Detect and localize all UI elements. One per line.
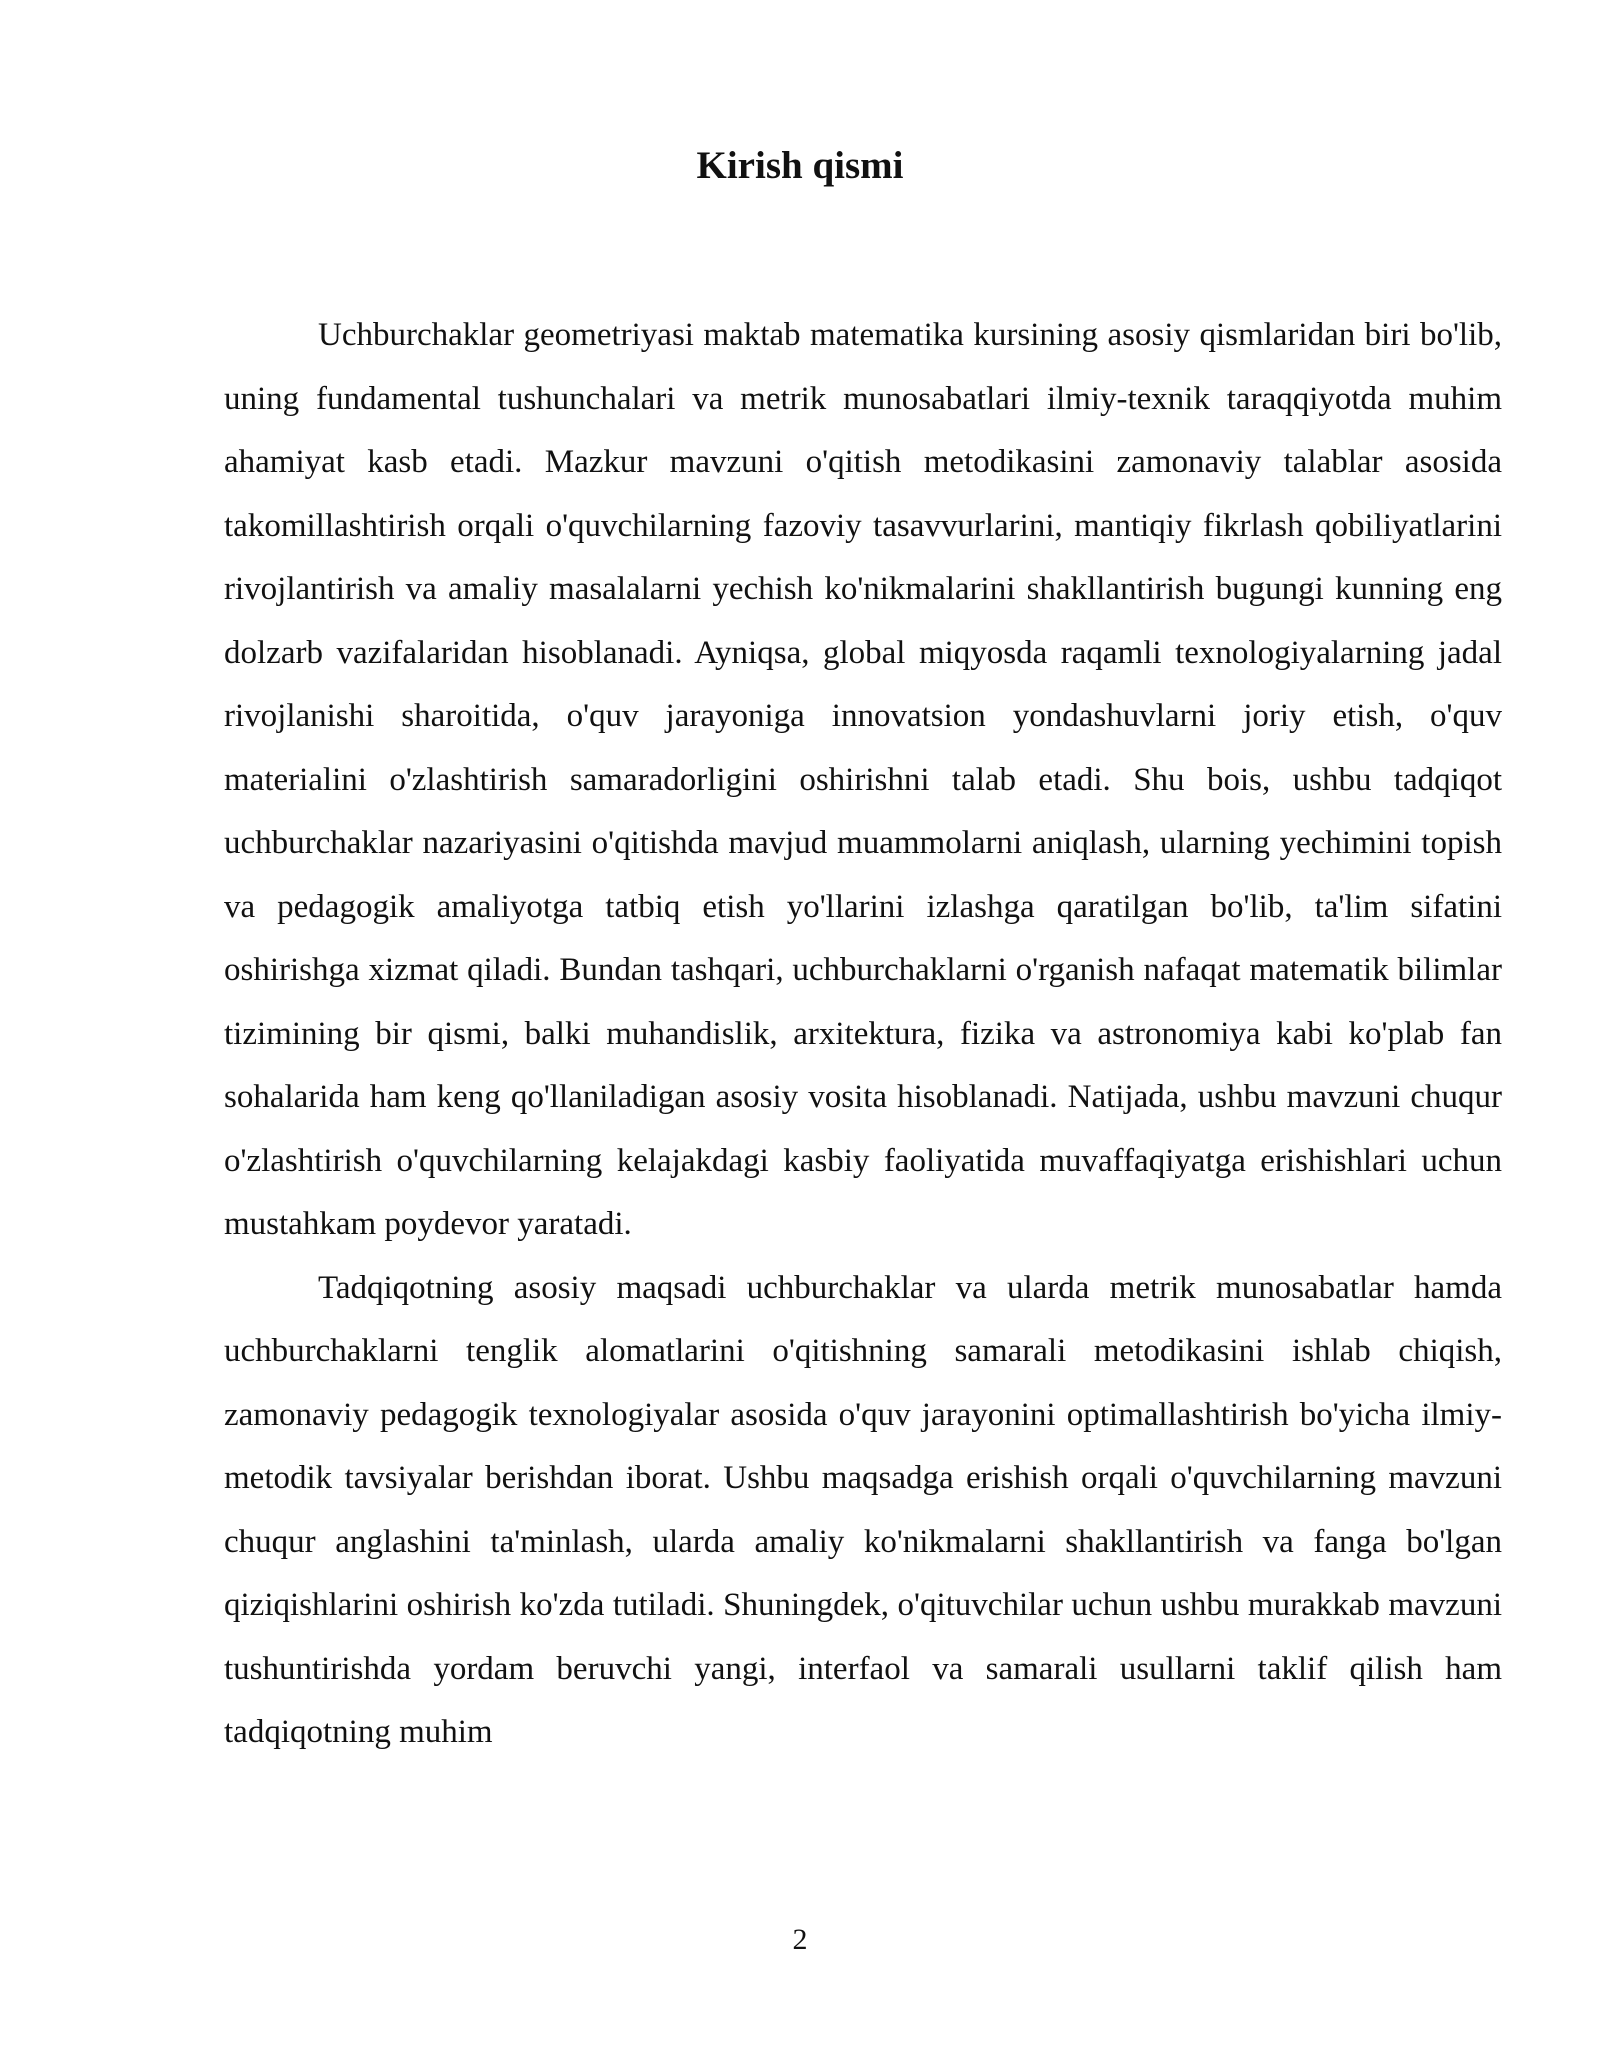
page-title: Kirish qismi bbox=[696, 144, 904, 187]
paragraph-2: Tadqiqotning asosiy maqsadi uchburchaklar va ularda metrik munosabatlar hamda uchburchaklarni tenglik alomatlarini o'qitishning samarali metodikasini ishlab chiqish, zamonaviy pedagogik texnologiyalar asosida o'quv jarayonini optimallashtirish bo'yicha ilmiy-metodik tavsiyalar berishdan iborat. Ushbu maqsadga erishish orqali o'quvchilarning mavzuni chuqur anglashini ta'minlash, ularda amaliy ko'nikmalarni shakllantirish va fanga bo'lgan qiziqishlarini oshirish ko'zda tutiladi. Shuningdek, o'qituvchilar uchun ushbu murakkab mavzuni tushuntirishda yordam beruvchi yangi, interfaol va samarali usullarni taklif qilish ham tadqiqotning muhim bbox=[224, 1269, 1502, 1750]
body-text bbox=[224, 304, 1502, 1765]
page-number: 2 bbox=[792, 1923, 808, 1956]
paragraph-1: Uchburchaklar geometriyasi maktab matematika kursining asosiy qismlaridan biri bo'lib, uning fundamental tushunchalari va metrik munosabatlari ilmiy-texnik taraqqiyotda muhim ahamiyat kasb etadi. Mazkur mavzuni o'qitish metodikasini zamonaviy talablar asosida takomillashtirish orqali o'quvchilarning fazoviy tasavvurlarini, mantiqiy fikrlash qobiliyatlarini rivojlantirish va amaliy masalalarni yechish ko'nikmalarini shakllantirish bugungi kunning eng dolzarb vazifalaridan hisoblanadi. Ayniqsa, global miqyosda raqamli texnologiyalarning jadal rivojlanishi sharoitida, o'quv jarayoniga innovatsion yondashuvlarni joriy etish, o'quv materialini o'zlashtirish samaradorligini oshirishni talab etadi. Shu bois, ushbu tadqiqot uchburchaklar nazariyasini o'qitishda mavjud muammolarni aniqlash, ularning yechimini topish va pedagogik amaliyotga tatbiq etish yo'llarini izlashga qaratilgan bo'lib, ta'lim sifatini oshirishga xizmat qiladi. Bundan tashqari, uchburchaklarni o'rganish nafaqat matematik bilimlar tizimining bir qismi, balki muhandislik, arxitektura, fizika va astronomiya kabi ko'plab fan sohalarida ham keng qo'llaniladigan asosiy vosita hisoblanadi. Natijada, ushbu mavzuni chuqur o'zlashtirish o'quvchilarning kelajakdagi kasbiy faoliyatida muvaffaqiyatga erishishlari uchun mustahkam poydevor yaratadi. bbox=[224, 317, 1502, 1242]
